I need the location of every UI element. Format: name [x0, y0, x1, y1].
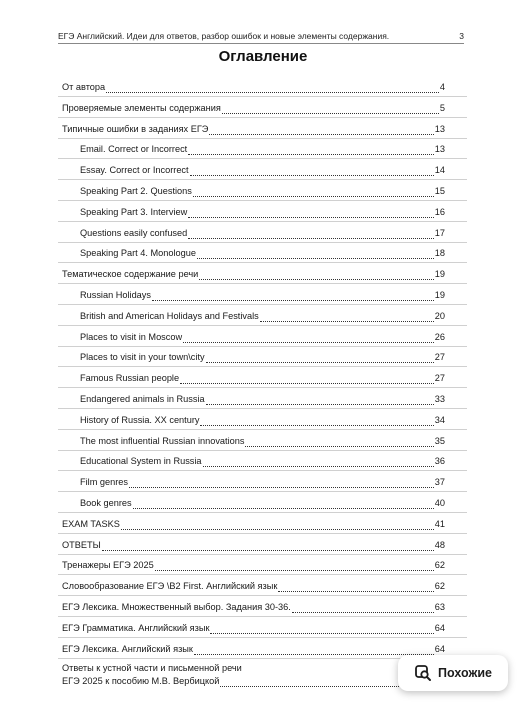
toc-entry-label: Educational System in Russia — [80, 456, 202, 467]
toc-leader-dots — [106, 83, 439, 93]
toc-entry-page-number: 62 — [434, 560, 445, 571]
toc-separator — [58, 366, 467, 367]
toc-separator — [58, 512, 467, 513]
toc-entry-label: ОТВЕТЫ — [62, 539, 101, 550]
toc-entry-page-number: 27 — [434, 352, 445, 363]
toc-entry-page-number: 48 — [434, 539, 445, 550]
toc-leader-dots — [180, 374, 434, 384]
toc-leader-dots — [155, 561, 434, 571]
toc-leader-dots — [200, 416, 433, 426]
toc-separator — [58, 408, 467, 409]
toc-leader-dots — [292, 603, 434, 613]
toc-entry-label: EXAM TASKS — [62, 518, 120, 529]
toc-entry-label: Book genres — [80, 498, 132, 508]
toc-entry-label: History of Russia. XX century — [80, 414, 200, 425]
toc-separator — [58, 595, 467, 596]
toc-entry-label: Типичные ошибки в заданиях ЕГЭ — [62, 123, 209, 134]
toc-entry-label: Russian Holidays — [80, 290, 151, 300]
toc-entry-label: Словообразование ЕГЭ \B2 First. Английский язык — [62, 581, 278, 592]
toc-separator — [58, 200, 467, 201]
toc-entry-page-number: 27 — [434, 373, 445, 384]
toc-title: Оглавление — [218, 48, 308, 65]
toc-entry[interactable] — [62, 122, 445, 136]
toc-entry-page-number: 16 — [434, 206, 445, 217]
header-text: ЕГЭ Английский. Идеи для ответов, разбор ошибок и новые элементы содержания. — [58, 31, 390, 41]
toc-entry-page-number: 19 — [434, 290, 445, 300]
toc-entry-page-number: 19 — [434, 269, 445, 280]
running-header — [58, 31, 464, 44]
toc-entry-label: Film genres — [80, 477, 128, 488]
toc-entry[interactable] — [80, 392, 445, 406]
toc-entry-page-number: 20 — [434, 310, 445, 321]
toc-entry-page-number: 17 — [434, 227, 445, 238]
toc-entry-label: Speaking Part 4. Monologue — [80, 248, 196, 259]
toc-leader-dots — [278, 582, 433, 592]
toc-leader-dots — [121, 520, 434, 530]
toc-entry-last-line1 — [62, 661, 402, 675]
toc-leader-dots — [133, 499, 434, 509]
toc-entry-page-number: 41 — [434, 518, 445, 529]
toc-separator — [58, 450, 467, 451]
toc-separator — [58, 533, 467, 534]
toc-entry-label: Endangered animals in Russia — [80, 394, 205, 404]
toc-entry-label: Проверяемые элементы содержания — [62, 102, 221, 113]
toc-entry-label: Famous Russian people — [80, 373, 180, 384]
toc-entry[interactable] — [80, 413, 445, 427]
toc-entry-page-number: 33 — [434, 394, 445, 404]
toc-entry[interactable] — [62, 267, 445, 281]
toc-separator — [58, 117, 467, 118]
toc-entry[interactable] — [80, 163, 445, 177]
toc-separator — [58, 158, 467, 159]
toc-entry[interactable] — [62, 101, 445, 115]
toc-entry[interactable] — [80, 350, 445, 364]
toc-leader-dots — [245, 437, 433, 447]
toc-separator — [58, 554, 467, 555]
toc-separator — [58, 387, 467, 388]
toc-entry-page-number: 62 — [434, 581, 445, 592]
toc-entry-page-number: 4 — [439, 82, 445, 92]
toc-separator — [58, 637, 467, 638]
toc-entry-last-line2 — [62, 674, 402, 688]
toc-leader-dots — [199, 270, 433, 280]
toc-entry-label: Email. Correct or Incorrect — [80, 144, 188, 155]
toc-entry-page-number: 5 — [439, 102, 445, 113]
toc-entry[interactable] — [62, 538, 445, 552]
toc-entry[interactable] — [80, 184, 445, 198]
toc-separator — [58, 262, 467, 263]
toc-entry-label: ЕГЭ 2025 к пособию М.В. Вербицкой — [62, 676, 220, 686]
toc-entry-page-number: 64 — [434, 622, 445, 633]
toc-entry-label: Questions easily confused — [80, 227, 188, 238]
similar-button-label: Похожие — [438, 666, 492, 680]
toc-leader-dots — [193, 187, 434, 197]
toc-entry-label: Speaking Part 2. Questions — [80, 186, 192, 196]
toc-separator — [58, 96, 467, 97]
toc-entry[interactable] — [80, 246, 445, 260]
toc-leader-dots — [188, 145, 434, 155]
toc-leader-dots — [152, 291, 434, 301]
toc-entry[interactable] — [80, 330, 445, 344]
toc-entry-page-number: 18 — [434, 248, 445, 259]
toc-entry-label: British and American Holidays and Festivals — [80, 310, 259, 321]
toc-entry[interactable] — [62, 621, 445, 635]
toc-entry-label: Тренажеры ЕГЭ 2025 — [62, 560, 154, 571]
toc-entry-page-number: 36 — [434, 456, 445, 467]
toc-leader-dots — [102, 541, 434, 551]
toc-separator — [58, 429, 467, 430]
toc-entry[interactable] — [80, 288, 445, 302]
image-search-icon — [414, 664, 432, 682]
toc-leader-dots — [190, 166, 434, 176]
toc-entry[interactable] — [62, 517, 445, 531]
toc-leader-dots — [203, 457, 434, 467]
toc-entry-page-number: 63 — [434, 602, 445, 612]
toc-entry[interactable] — [80, 454, 445, 468]
toc-entry-page-number: 34 — [434, 414, 445, 425]
toc-leader-dots — [188, 208, 434, 218]
toc-entry-page-number: 13 — [434, 144, 445, 155]
toc-leader-dots — [260, 312, 434, 322]
toc-entry-page-number: 40 — [434, 498, 445, 508]
toc-leader-dots — [222, 104, 439, 114]
toc-entry-page-number: 14 — [434, 165, 445, 176]
toc-entry-label: Essay. Correct or Incorrect — [80, 165, 189, 176]
header-page-number: 3 — [459, 31, 464, 41]
toc-separator — [58, 574, 467, 575]
toc-entry[interactable] — [62, 558, 445, 572]
toc-entry-label: Places to visit in your town\city — [80, 352, 205, 363]
toc-leader-dots — [209, 125, 433, 135]
toc-entry-label: Тематическое содержание речи — [62, 269, 199, 280]
toc-separator — [58, 179, 467, 180]
toc-leader-dots — [206, 353, 434, 363]
toc-entry[interactable] — [80, 205, 445, 219]
toc-entry-label: The most influential Russian innovations — [80, 435, 245, 446]
toc-entry[interactable] — [80, 475, 445, 489]
toc-entry-page-number: 13 — [434, 123, 445, 134]
toc-entry[interactable] — [62, 80, 445, 94]
toc-separator — [58, 346, 467, 347]
toc-entry[interactable] — [62, 642, 445, 656]
toc-entry-page-number: 15 — [434, 186, 445, 196]
toc-separator — [58, 491, 467, 492]
toc-leader-dots — [129, 478, 434, 488]
toc-leader-dots — [206, 395, 434, 405]
toc-entry[interactable] — [62, 600, 445, 614]
toc-entry-page-number: 26 — [434, 331, 445, 342]
toc-entry[interactable] — [80, 309, 445, 323]
toc-leader-dots — [220, 677, 401, 687]
toc-leader-dots — [188, 229, 434, 239]
toc-entry[interactable] — [80, 226, 445, 240]
toc-entry-label: Ответы к устной части и письменной речи — [62, 663, 242, 673]
toc-separator — [58, 616, 467, 617]
toc-entry-page-number: 37 — [434, 477, 445, 488]
toc-entry[interactable] — [80, 434, 445, 448]
toc-entry-page-number: 64 — [434, 643, 445, 654]
toc-entry-label: ЕГЭ Лексика. Множественный выбор. Задания 30-36. — [62, 602, 291, 612]
toc-entry-label: ЕГЭ Лексика. Английский язык — [62, 643, 193, 654]
toc-entry[interactable] — [80, 496, 445, 510]
similar-button[interactable] — [398, 655, 508, 691]
toc-entry[interactable] — [80, 371, 445, 385]
toc-entry-label: От автора — [62, 82, 106, 92]
toc-separator — [58, 221, 467, 222]
toc-separator — [58, 304, 467, 305]
toc-leader-dots — [197, 249, 434, 259]
toc-entry-label: ЕГЭ Грамматика. Английский язык — [62, 622, 210, 633]
toc-entry[interactable] — [80, 142, 445, 156]
toc-entry-label: Places to visit in Moscow — [80, 331, 183, 342]
toc-separator — [58, 325, 467, 326]
toc-leader-dots — [194, 645, 434, 655]
toc-entry[interactable] — [62, 579, 445, 593]
toc-separator — [58, 470, 467, 471]
toc-entry-page-number: 35 — [434, 435, 445, 446]
toc-separator — [58, 138, 467, 139]
toc-separator — [58, 283, 467, 284]
toc-leader-dots — [210, 624, 433, 634]
toc-separator — [58, 242, 467, 243]
toc-leader-dots — [183, 333, 434, 343]
toc-entry-label: Speaking Part 3. Interview — [80, 206, 188, 217]
